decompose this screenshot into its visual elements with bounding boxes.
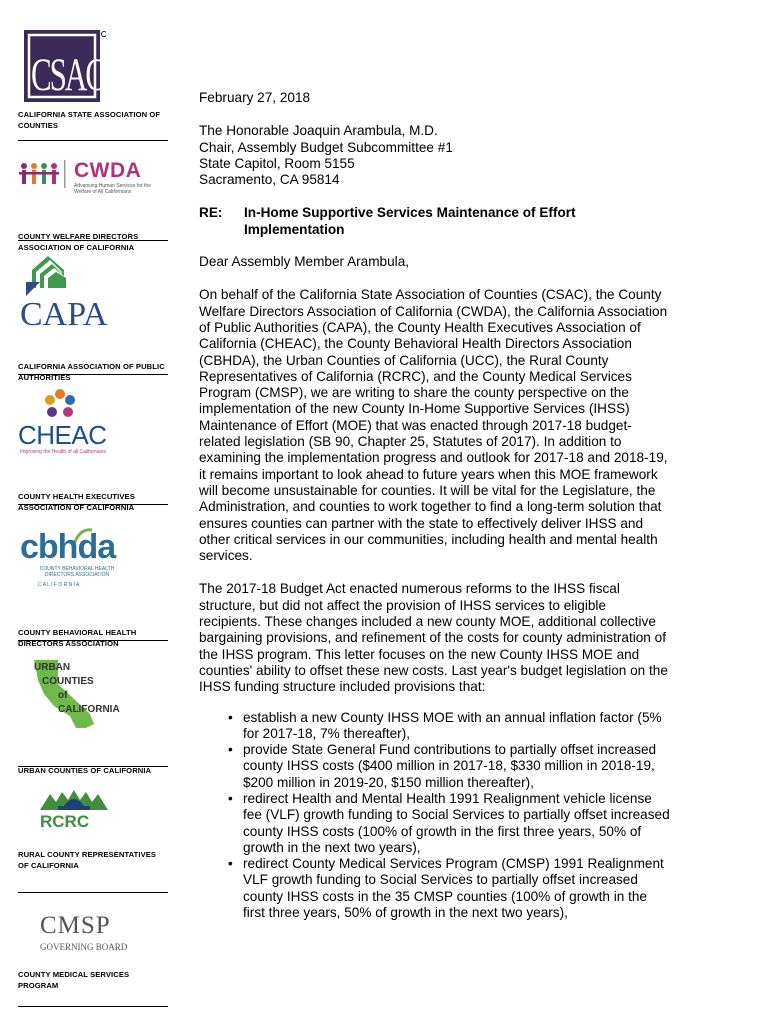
text-line: Representatives of California (RCRC), and the County Medical Services bbox=[199, 368, 632, 384]
cwda-wordmark: CWDA bbox=[74, 159, 142, 182]
org-caption: COUNTY WELFARE DIRECTORS ASSOCIATION OF CALIFORNIA bbox=[18, 232, 139, 252]
cheac-flower-icon bbox=[40, 386, 80, 422]
text-line: implementation of the new County In-Home Supportive Services (IHSS) bbox=[199, 401, 630, 417]
subject-label: RE: bbox=[199, 205, 223, 221]
capa-wordmark: CAPA bbox=[20, 296, 108, 333]
text-line: first three years, 50% of growth in the next two years), bbox=[243, 905, 568, 921]
text-line: counties' ability to offset these new costs. Last year's budget legislation on the bbox=[199, 662, 668, 678]
ucc-logo bbox=[18, 654, 168, 734]
org-caption: COUNTY HEALTH EXECUTIVES ASSOCIATION OF CALIFORNIA bbox=[18, 492, 135, 512]
salutation: Dear Assembly Member Arambula, bbox=[199, 254, 410, 270]
org-caption: CALIFORNIA ASSOCIATION OF PUBLIC AUTHORITIES bbox=[18, 362, 165, 382]
cheac-wordmark: CHEAC bbox=[18, 420, 107, 450]
text-line: California (CHEAC), the County Behavioral Health Directors Association bbox=[199, 336, 632, 352]
paragraph-2 bbox=[199, 581, 689, 695]
ucc-word-2: COUNTIES bbox=[42, 676, 94, 687]
text-line: will become unsustainable for counties. It will be vital for the Legislature, the bbox=[199, 482, 656, 498]
csac-wordmark: CSAC bbox=[31, 48, 104, 101]
address-line: Chair, Assembly Budget Subcommittee #1 bbox=[199, 139, 453, 155]
org-caption: CALIFORNIA STATE ASSOCIATION OF COUNTIES bbox=[18, 110, 161, 130]
text-line: related legislation (SB 90, Chapter 25, Statutes of 2017). In addition to bbox=[199, 434, 622, 450]
capa-logo bbox=[18, 252, 168, 332]
list-item bbox=[243, 710, 689, 743]
text-line: ensures counties can partner with the state to effectively deliver IHSS and bbox=[199, 515, 644, 531]
text-line: county IHSS costs ($400 million in 2017-18, $330 million in 2018-19, bbox=[243, 758, 655, 774]
recipient-address bbox=[199, 123, 689, 188]
cbhda-logo bbox=[18, 520, 168, 600]
rcrc-logo bbox=[40, 784, 120, 834]
cbhda-state: C A L I F O R N I A bbox=[38, 582, 80, 588]
text-line: for 2017-18, 7% thereafter), bbox=[243, 725, 410, 741]
divider bbox=[18, 140, 168, 141]
text-line: VLF growth funding to Social Services to partially offset increased bbox=[243, 872, 638, 888]
cmsp-wordmark: CMSP bbox=[40, 912, 111, 939]
divider bbox=[18, 640, 168, 641]
cwda-tagline: Advancing Human Services for the Welfare of All Californians bbox=[74, 183, 151, 195]
text-line: On behalf of the California State Association of Counties (CSAC), the County bbox=[199, 287, 662, 303]
text-line: bargaining provisions, and refinement of the costs for county administration of bbox=[199, 630, 666, 646]
address-line: The Honorable Joaquin Arambula, M.D. bbox=[199, 123, 438, 139]
text-line: • redirect Health and Mental Health 1991 Realignment vehicle license bbox=[243, 790, 652, 806]
subject-line-2: Implementation bbox=[244, 221, 345, 237]
letter-body bbox=[199, 90, 689, 921]
address-line: State Capitol, Room 5155 bbox=[199, 155, 355, 171]
text-line: recipients. These changes included a new county MOE, additional collective bbox=[199, 614, 656, 630]
divider bbox=[18, 1006, 168, 1007]
text-line: • redirect County Medical Services Program (CMSP) 1991 Realignment bbox=[243, 856, 664, 872]
divider bbox=[18, 240, 168, 241]
subject-line bbox=[199, 205, 689, 238]
people-icon bbox=[18, 158, 70, 192]
text-line: (CBHDA), the Urban Counties of California (UCC), the Rural County bbox=[199, 352, 609, 368]
text-line: the IHSS program. This letter focuses on the new County IHSS MOE and bbox=[199, 646, 640, 662]
text-line: of Public Authorities (CAPA), the County Health Executives Association of bbox=[199, 319, 641, 335]
org-caption: URBAN COUNTIES OF CALIFORNIA bbox=[18, 766, 152, 775]
capitol-icon bbox=[40, 784, 108, 812]
list-item bbox=[243, 791, 689, 856]
cheac-logo bbox=[18, 386, 168, 460]
text-line: examining the implementation progress and outlook for 2017-18 and 2018-19, bbox=[199, 450, 668, 466]
subject-line-1: In-Home Supportive Services Maintenance of Effort bbox=[244, 205, 576, 221]
text-line: it remains important to look ahead to future years when this MOE framework bbox=[199, 466, 658, 482]
text-line: other critical services in our communities, including health and mental health bbox=[199, 531, 658, 547]
ucc-word-1: URBAN bbox=[34, 662, 71, 673]
text-line: IHSS funding structure included provisions that: bbox=[199, 679, 486, 695]
text-line: structure, but did not affect the provision of IHSS services to eligible bbox=[199, 597, 607, 613]
cmsp-logo bbox=[40, 912, 140, 956]
list-item bbox=[243, 742, 689, 791]
cmsp-tagline: GOVERNING BOARD bbox=[40, 942, 128, 952]
text-line: services. bbox=[199, 548, 253, 564]
ucc-word-4: CALIFORNIA bbox=[58, 704, 120, 715]
text-line: $200 million in 2019-20, $150 million thereafter), bbox=[243, 774, 534, 790]
text-line: Administration, and counties to work together to find a long-term solution that bbox=[199, 499, 662, 515]
letter-date: February 27, 2018 bbox=[199, 90, 311, 105]
address-line: Sacramento, CA 95814 bbox=[199, 172, 340, 188]
capa-house-icon bbox=[18, 252, 90, 300]
cbhda-tagline: COUNTY BEHAVIORAL HEALTH DIRECTORS ASSOCIATION bbox=[39, 566, 115, 578]
divider bbox=[18, 766, 168, 767]
text-line: Welfare Directors Association of California (CWDA), the California Association bbox=[199, 303, 668, 319]
org-caption: RURAL COUNTY REPRESENTATIVES OF CALIFORNIA bbox=[18, 850, 157, 870]
divider bbox=[18, 504, 168, 505]
text-line: The 2017-18 Budget Act enacted numerous reforms to the IHSS fiscal bbox=[199, 581, 620, 597]
divider bbox=[18, 892, 168, 893]
ucc-word-3: of bbox=[58, 690, 68, 701]
text-line: • provide State General Fund contributions to partially offset increased bbox=[243, 742, 657, 758]
rcrc-wordmark: RCRC bbox=[40, 812, 90, 831]
text-line: county IHSS costs in the 35 CMSP counties (100% of growth in the bbox=[243, 888, 647, 904]
text-line: Program (CMSP), we are writing to share the county perspective on the bbox=[199, 385, 629, 401]
subject-text bbox=[244, 205, 689, 238]
paragraph-1 bbox=[199, 287, 689, 564]
text-line: Maintenance of Effort (MOE) that was enacted through 2017-18 budget- bbox=[199, 417, 632, 433]
cheac-tagline: Improving the Health of all Californians bbox=[20, 449, 106, 455]
csac-logo bbox=[22, 28, 102, 102]
cbhda-wordmark: cbhda bbox=[20, 528, 116, 566]
text-line: growth in the next two years), bbox=[243, 839, 421, 855]
org-caption: COUNTY MEDICAL SERVICES PROGRAM bbox=[18, 970, 130, 990]
divider bbox=[18, 374, 168, 375]
provisions-list bbox=[199, 710, 689, 922]
text-line: county IHSS costs (100% of growth in the first three years, 50% of bbox=[243, 823, 642, 839]
text-line: • establish a new County IHSS MOE with an annual inflation factor (5% bbox=[243, 709, 662, 725]
org-caption: COUNTY BEHAVIORAL HEALTH DIRECTORS ASSOCIATION bbox=[18, 628, 137, 648]
list-item bbox=[243, 856, 689, 921]
text-line: fee (VLF) growth funding to Social Services to partially offset increased bbox=[243, 807, 670, 823]
cwda-logo bbox=[18, 158, 168, 198]
